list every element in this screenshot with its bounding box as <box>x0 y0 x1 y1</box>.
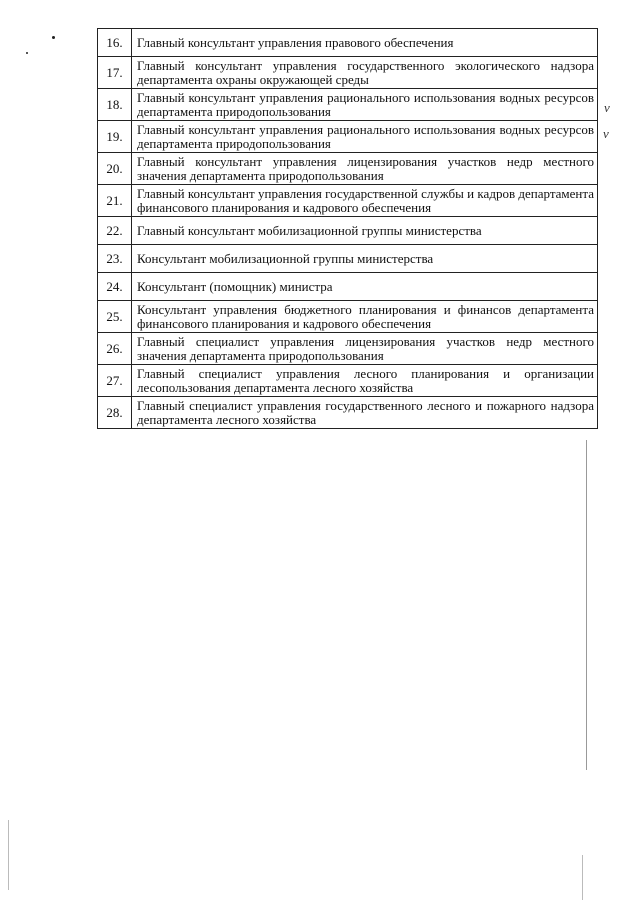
position-title: Консультант управления бюджетного планирования и финансов департамента финансового планирования и кадрового обеспечения <box>132 301 598 333</box>
check-mark: v <box>603 126 609 141</box>
table-row <box>98 245 598 273</box>
position-title: Главный консультант управления рационального использования водных ресурсов департамента природопользования <box>132 89 598 121</box>
table-row <box>98 397 598 429</box>
row-number: 21. <box>98 185 132 217</box>
row-number: 27. <box>98 365 132 397</box>
table-row <box>98 121 598 153</box>
position-title: Главный специалист управления лицензирования участков недр местного значения департамента природопользования <box>132 333 598 365</box>
scan-artifact-line <box>582 855 583 900</box>
position-title: Главный консультант управления государственного экологического надзора департамента охраны окружающей среды <box>132 57 598 89</box>
scan-artifact-line <box>8 820 9 890</box>
row-number: 24. <box>98 273 132 301</box>
row-number: 16. <box>98 29 132 57</box>
position-title: Главный консультант управления лицензирования участков недр местного значения департамента природопользования <box>132 153 598 185</box>
row-number: 26. <box>98 333 132 365</box>
row-number: 25. <box>98 301 132 333</box>
scan-speck <box>26 52 28 54</box>
scan-artifact-line <box>586 440 587 770</box>
positions-table <box>97 28 598 429</box>
position-title: Консультант мобилизационной группы министерства <box>132 245 598 273</box>
position-title: Главный специалист управления лесного планирования и организации лесопользования департамента лесного хозяйства <box>132 365 598 397</box>
row-number: 19. <box>98 121 132 153</box>
table-row <box>98 365 598 397</box>
position-title: Главный консультант мобилизационной группы министерства <box>132 217 598 245</box>
table-row <box>98 185 598 217</box>
row-number: 28. <box>98 397 132 429</box>
row-number: 17. <box>98 57 132 89</box>
position-title: Главный консультант управления государственной службы и кадров департамента финансового планирования и кадрового обеспечения <box>132 185 598 217</box>
scan-speck <box>52 36 55 39</box>
table-row <box>98 153 598 185</box>
table-row <box>98 29 598 57</box>
position-title: Главный консультант управления рационального использования водных ресурсов департамента природопользования <box>132 121 598 153</box>
row-number: 20. <box>98 153 132 185</box>
table-row <box>98 301 598 333</box>
table-row <box>98 57 598 89</box>
position-title: Консультант (помощник) министра <box>132 273 598 301</box>
table-row <box>98 273 598 301</box>
table-row <box>98 217 598 245</box>
row-number: 22. <box>98 217 132 245</box>
table-row <box>98 333 598 365</box>
check-mark: v <box>604 100 610 115</box>
position-title: Главный консультант управления правового обеспечения <box>132 29 598 57</box>
table-row <box>98 89 598 121</box>
row-number: 23. <box>98 245 132 273</box>
position-title: Главный специалист управления государственного лесного и пожарного надзора департамента лесного хозяйства <box>132 397 598 429</box>
row-number: 18. <box>98 89 132 121</box>
